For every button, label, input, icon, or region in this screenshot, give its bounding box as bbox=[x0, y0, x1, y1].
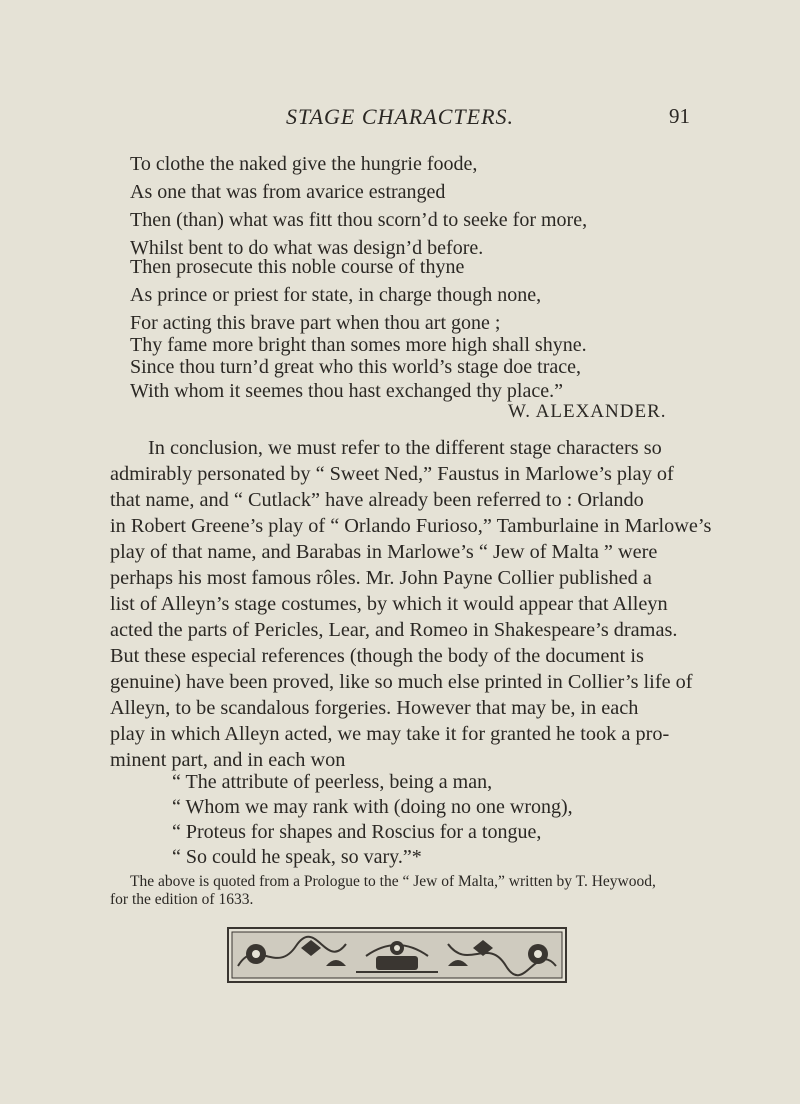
poem-line: Whilst bent to do what was design’d before. bbox=[130, 237, 484, 259]
prose-line: that name, and “ Cutlack” have already been referred to : Orlando bbox=[110, 489, 644, 511]
quote-line: “ So could he speak, so vary.”* bbox=[172, 846, 422, 868]
prose-line: play of that name, and Barabas in Marlowe’s “ Jew of Malta ” were bbox=[110, 541, 658, 563]
poem-signature: W. ALEXANDER. bbox=[508, 401, 667, 422]
footnote-line: The above is quoted from a Prologue to the “ Jew of Malta,” written by T. Heywood, bbox=[130, 873, 656, 890]
page-header bbox=[0, 104, 800, 140]
prose-line: in Robert Greene’s play of “ Orlando Furioso,” Tamburlaine in Marlowe’s bbox=[110, 515, 712, 537]
poem-line: With whom it seemes thou hast exchanged thy place.” bbox=[130, 380, 563, 402]
prose-line: minent part, and in each won bbox=[110, 749, 346, 771]
poem-line: Then (than) what was fitt thou scorn’d to seeke for more, bbox=[130, 209, 588, 231]
prose-line: But these especial references (though the body of the document is bbox=[110, 645, 644, 667]
quote-line: “ The attribute of peerless, being a man, bbox=[172, 771, 493, 793]
footnote-line: for the edition of 1633. bbox=[110, 891, 254, 908]
prose-line: In conclusion, we must refer to the different stage characters so bbox=[148, 437, 662, 459]
prose-line: admirably personated by “ Sweet Ned,” Faustus in Marlowe’s play of bbox=[110, 463, 674, 485]
page-number: 91 bbox=[669, 104, 690, 128]
poem-line: As prince or priest for state, in charge though none, bbox=[130, 284, 542, 306]
poem-line: Then prosecute this noble course of thyne bbox=[130, 256, 465, 278]
decorative-tailpiece-ornament bbox=[226, 926, 568, 984]
poem-line: To clothe the naked give the hungrie foode, bbox=[130, 153, 478, 175]
running-title: STAGE CHARACTERS. bbox=[285, 104, 515, 129]
poem-line: For acting this brave part when thou art gone ; bbox=[130, 312, 501, 334]
prose-line: genuine) have been proved, like so much else printed in Collier’s life of bbox=[110, 671, 693, 693]
prose-line: play in which Alleyn acted, we may take it for granted he took a pro- bbox=[110, 723, 670, 745]
poem-line: Since thou turn’d great who this world’s stage doe trace, bbox=[130, 356, 581, 378]
prose-line: list of Alleyn’s stage costumes, by which it would appear that Alleyn bbox=[110, 593, 668, 615]
poem-line: As one that was from avarice estranged bbox=[130, 181, 446, 203]
prose-line: perhaps his most famous rôles. Mr. John Payne Collier published a bbox=[110, 567, 652, 589]
prose-line: acted the parts of Pericles, Lear, and Romeo in Shakespeare’s dramas. bbox=[110, 619, 678, 641]
poem-line: Thy fame more bright than somes more high shall shyne. bbox=[130, 334, 587, 356]
prose-line: Alleyn, to be scandalous forgeries. However that may be, in each bbox=[110, 697, 639, 719]
quote-line: “ Proteus for shapes and Roscius for a tongue, bbox=[172, 821, 542, 843]
quote-line: “ Whom we may rank with (doing no one wrong), bbox=[172, 796, 573, 818]
